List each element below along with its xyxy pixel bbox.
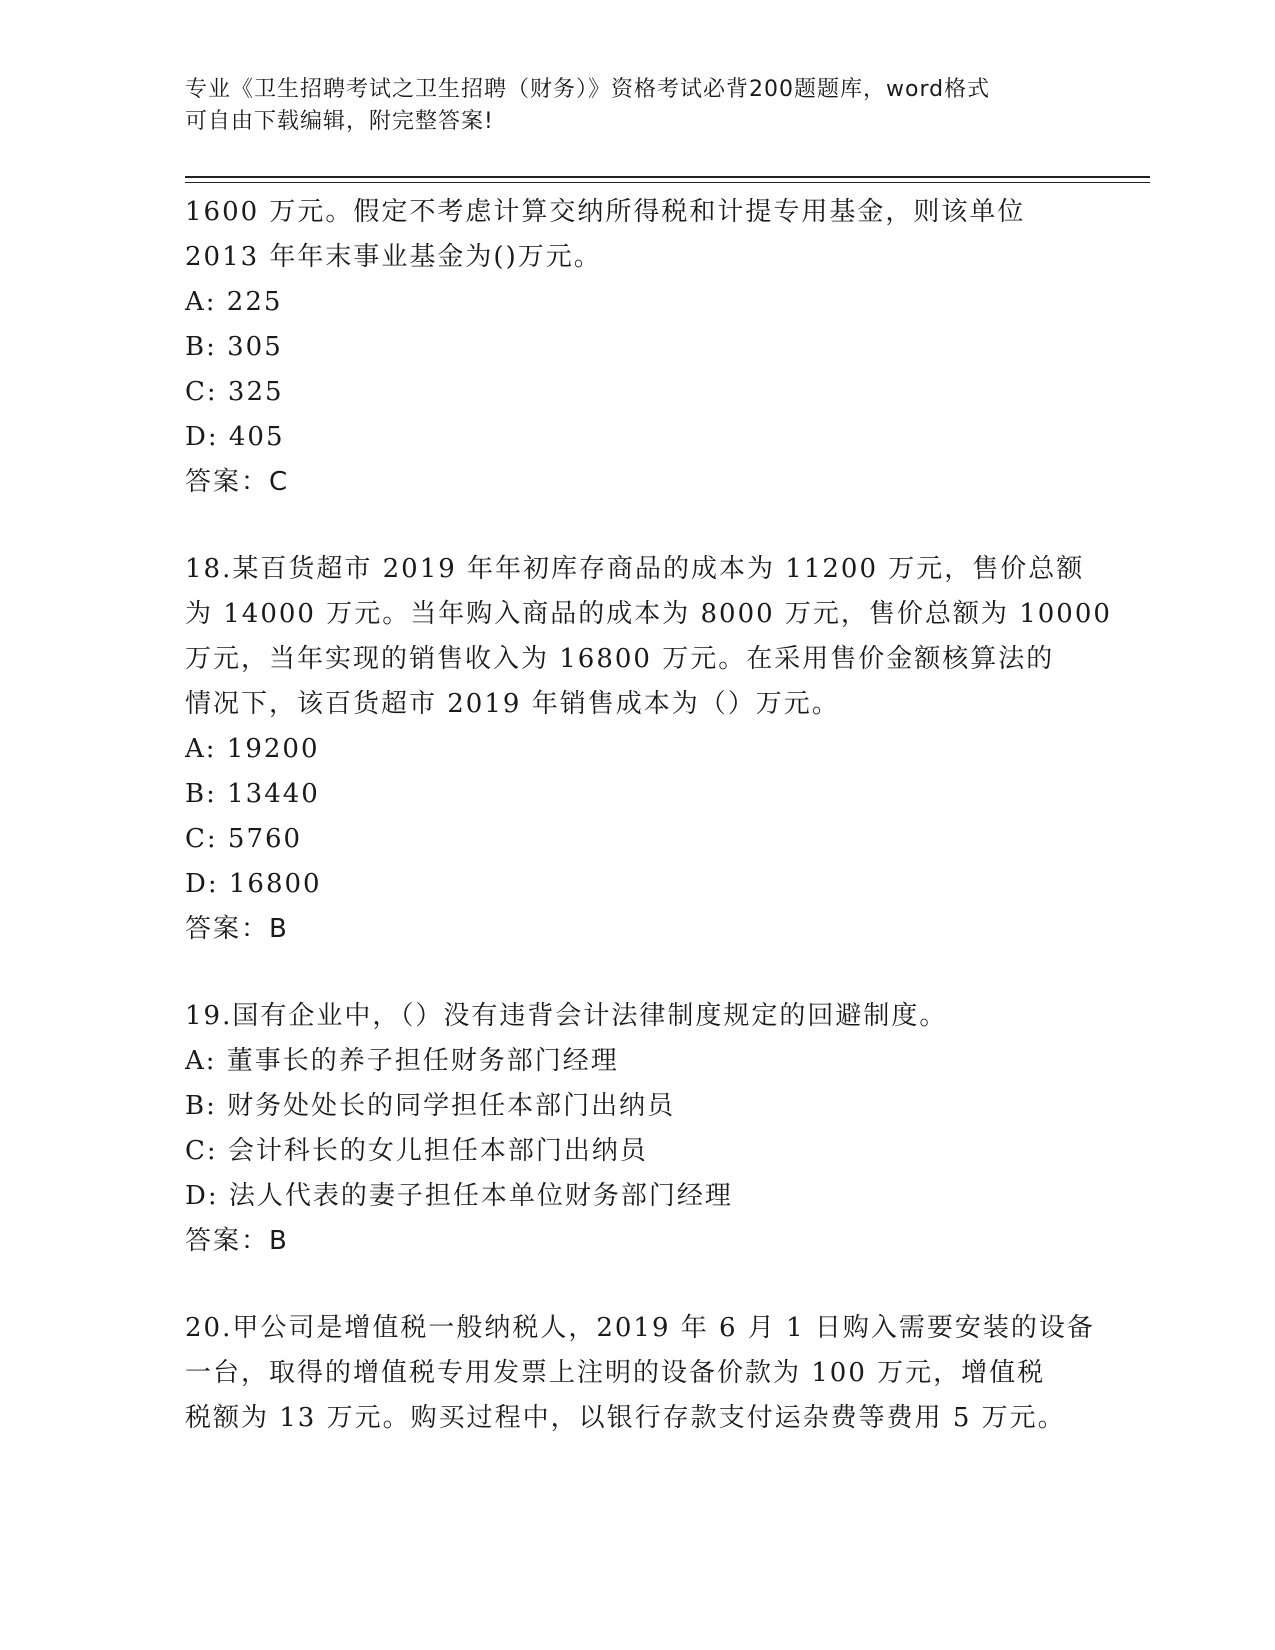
question-text-line: 18.某百货超市 2019 年年初库存商品的成本为 11200 万元，售价总额 [185,554,1085,584]
header-line-1: 专业《卫生招聘考试之卫生招聘（财务）》资格考试必背200题题库，word格式 [185,77,991,102]
option-b: B: 财务处处长的同学担任本部门出纳员 [185,1091,676,1121]
option-b: B: 13440 [185,779,320,809]
question-17 [185,190,1085,505]
option-d: D: 16800 [185,869,322,899]
option-a: A: 225 [185,287,283,317]
question-text-line: 一台，取得的增值税专用发票上注明的设备价款为 100 万元，增值税 [185,1358,1046,1388]
answer: 答案：C [185,467,290,497]
option-d: D: 法人代表的妻子担任本单位财务部门经理 [185,1181,733,1211]
question-text-line: 20.甲公司是增值税一般纳税人，2019 年 6 月 1 日购入需要安装的设备 [185,1313,1095,1343]
option-c: C: 325 [185,377,284,407]
question-19 [185,994,1085,1264]
question-20 [185,1306,1095,1441]
spacer [185,952,1085,994]
option-b: B: 305 [185,332,283,362]
question-text-line: 万元，当年实现的销售收入为 16800 万元。在采用售价金额核算法的 [185,644,1055,674]
question-text-line: 1600 万元。假定不考虑计算交纳所得税和计提专用基金，则该单位 [185,197,1026,227]
answer: 答案：B [185,914,289,944]
question-text-line: 为 14000 万元。当年购入商品的成本为 8000 万元，售价总额为 10000 [185,599,1112,629]
option-c: C: 5760 [185,824,303,854]
spacer [185,505,1085,547]
answer: 答案：B [185,1226,289,1256]
option-c: C: 会计科长的女儿担任本部门出纳员 [185,1136,648,1166]
question-text-line: 2013 年年末事业基金为()万元。 [185,242,602,272]
question-text-line: 19.国有企业中，（）没有违背会计法律制度规定的回避制度。 [185,1001,948,1031]
header-line-2: 可自由下载编辑，附完整答案! [185,109,494,134]
question-18 [185,547,1112,952]
question-text-line: 税额为 13 万元。购买过程中，以银行存款支付运杂费等费用 5 万元。 [185,1403,1066,1433]
question-list [185,190,1112,1441]
spacer [185,1264,1085,1306]
option-d: D: 405 [185,422,285,452]
header-rule-thin [185,182,1150,183]
document-header [185,74,1085,138]
question-text-line: 情况下，该百货超市 2019 年销售成本为（）万元。 [185,689,840,719]
option-a: A: 19200 [185,734,320,764]
header-rule-thick [185,176,1150,178]
option-a: A: 董事长的养子担任财务部门经理 [185,1046,619,1076]
